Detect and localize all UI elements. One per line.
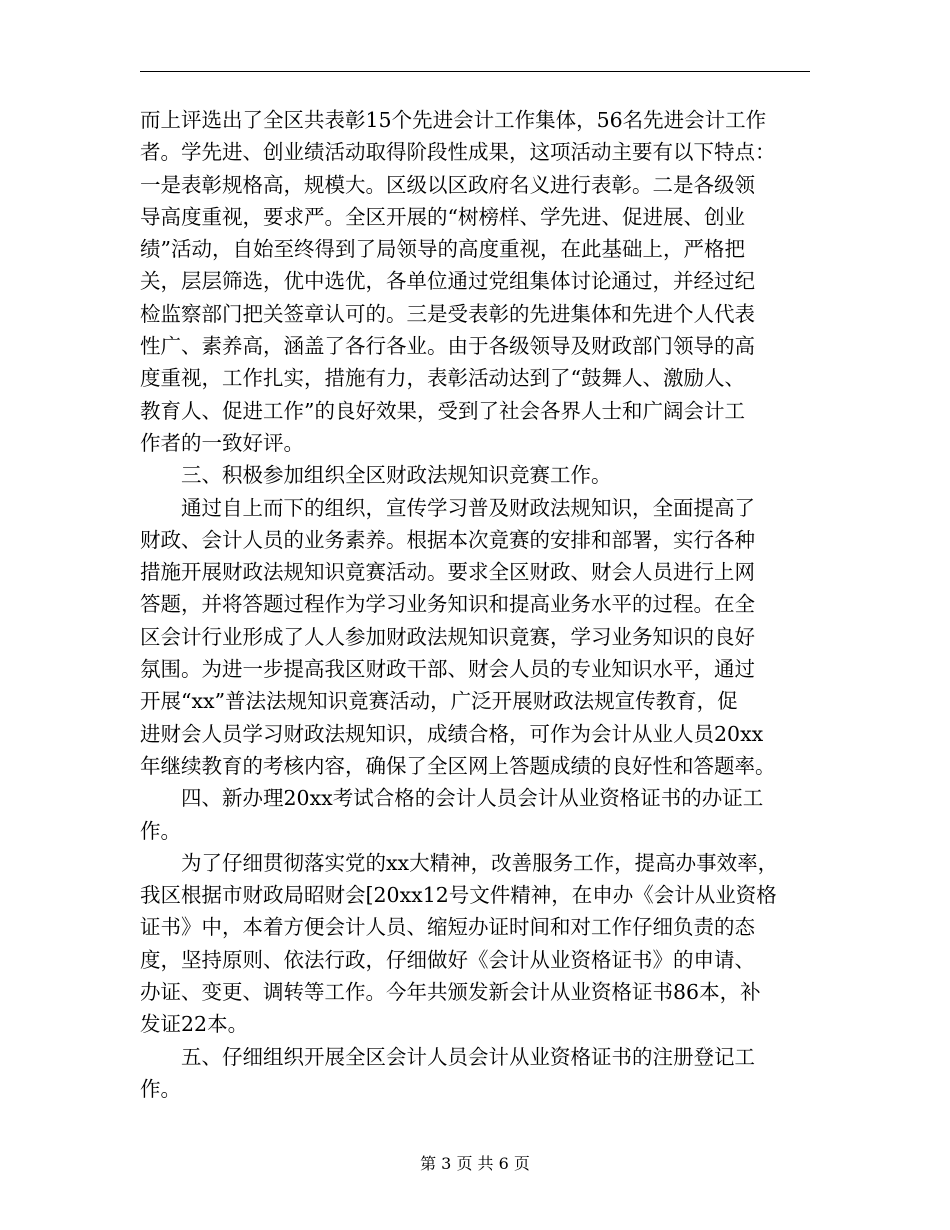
text-line: 年继续教育的考核内容，确保了全区网上答题成绩的良好性和答题率。 xyxy=(140,753,776,778)
section-heading-5: 五、仔细组织开展全区会计人员会计从业资格证书的注册登记工 xyxy=(140,1044,755,1069)
body-text xyxy=(140,104,810,1105)
text-line: 氛围。为进一步提高我区财政干部、财会人员的专业知识水平，通过 xyxy=(140,657,755,682)
text-line: 为了仔细贯彻落实党的xx大精神，改善服务工作，提高办事效率， xyxy=(140,850,779,875)
text-line: 度，坚持原则、依法行政，仔细做好《会计从业资格证书》的申请、 xyxy=(140,947,755,972)
text-line: 财政、会计人员的业务素养。根据本次竟赛的安排和部署，实行各种 xyxy=(140,527,755,552)
text-line: 而上评选出了全区共表彰15个先进会计工作集体，56名先进会计工作 xyxy=(140,108,767,132)
text-line: 办证、变更、调转等工作。今年共颁发新会计从业资格证书86本，补 xyxy=(140,980,761,1005)
text-line: 教育人、促进工作”的良好效果，受到了社会各界人士和广阔会计工 xyxy=(140,398,745,423)
text-line: 发证22本。 xyxy=(140,1012,249,1037)
text-line: 答题，并将答题过程作为学习业务知识和提高业务水平的过程。在全 xyxy=(140,592,755,617)
text-line: 性广、素养高，涵盖了各行各业。由于各级领导及财政部门领导的高 xyxy=(140,334,755,359)
text-line: 检监察部门把关签章认可的。三是受表彰的先进集体和先进个人代表 xyxy=(140,301,755,326)
text-line: 区会计行业形成了人人参加财政法规知识竟赛，学习业务知识的良好 xyxy=(140,624,755,649)
text-line: 措施开展财政法规知识竟赛活动。要求全区财政、财会人员进行上网 xyxy=(140,560,755,585)
section-heading-3: 三、积极参加组织全区财政法规知识竞赛工作。 xyxy=(140,463,612,488)
text-line: 作。 xyxy=(140,1076,181,1101)
text-line: 导高度重视，要求严。全区开展的“树榜样、学先进、促进展、创业 xyxy=(140,204,745,229)
text-line: 作。 xyxy=(140,818,181,843)
section-heading-4: 四、新办理20xx考试合格的会计人员会计从业资格证书的办证工 xyxy=(140,786,764,811)
text-line: 者。学先进、创业绩活动取得阶段性成果，这项活动主要有以下特点： xyxy=(140,140,776,165)
text-line: 通过自上而下的组织，宣传学习普及财政法规知识，全面提高了 xyxy=(140,495,755,520)
text-line: 开展“xx”普法法规知识竟赛活动，广泛开展财政法规宣传教育，促 xyxy=(140,689,738,714)
text-line: 我区根据市财政局昭财会[20xx12号文件精神，在申办《会计从业资格 xyxy=(140,883,777,908)
text-line: 作者的一致好评。 xyxy=(140,430,304,455)
text-line: 关，层层筛选，优中选优，各单位通过党组集体讨论通过，并经过纪 xyxy=(140,269,755,294)
text-line: 证书》中，本着方便会计人员、缩短办证时间和对工作仔细负责的态 xyxy=(140,915,755,940)
page-number-label: 第 3 页 共 6 页 xyxy=(420,1154,530,1173)
header-rule xyxy=(140,71,810,72)
text-line: 绩”活动，自始至终得到了局领导的高度重视，在此基础上，严格把 xyxy=(140,237,745,262)
page-footer xyxy=(0,1152,950,1176)
text-line: 进财会人员学习财政法规知识，成绩合格，可作为会计从业人员20xx xyxy=(140,721,764,746)
text-line: 度重视，工作扎实，措施有力，表彰活动达到了“鼓舞人、激励人、 xyxy=(140,366,745,391)
text-line: 一是表彰规格高，规模大。区级以区政府名义进行表彰。二是各级领 xyxy=(140,172,755,197)
